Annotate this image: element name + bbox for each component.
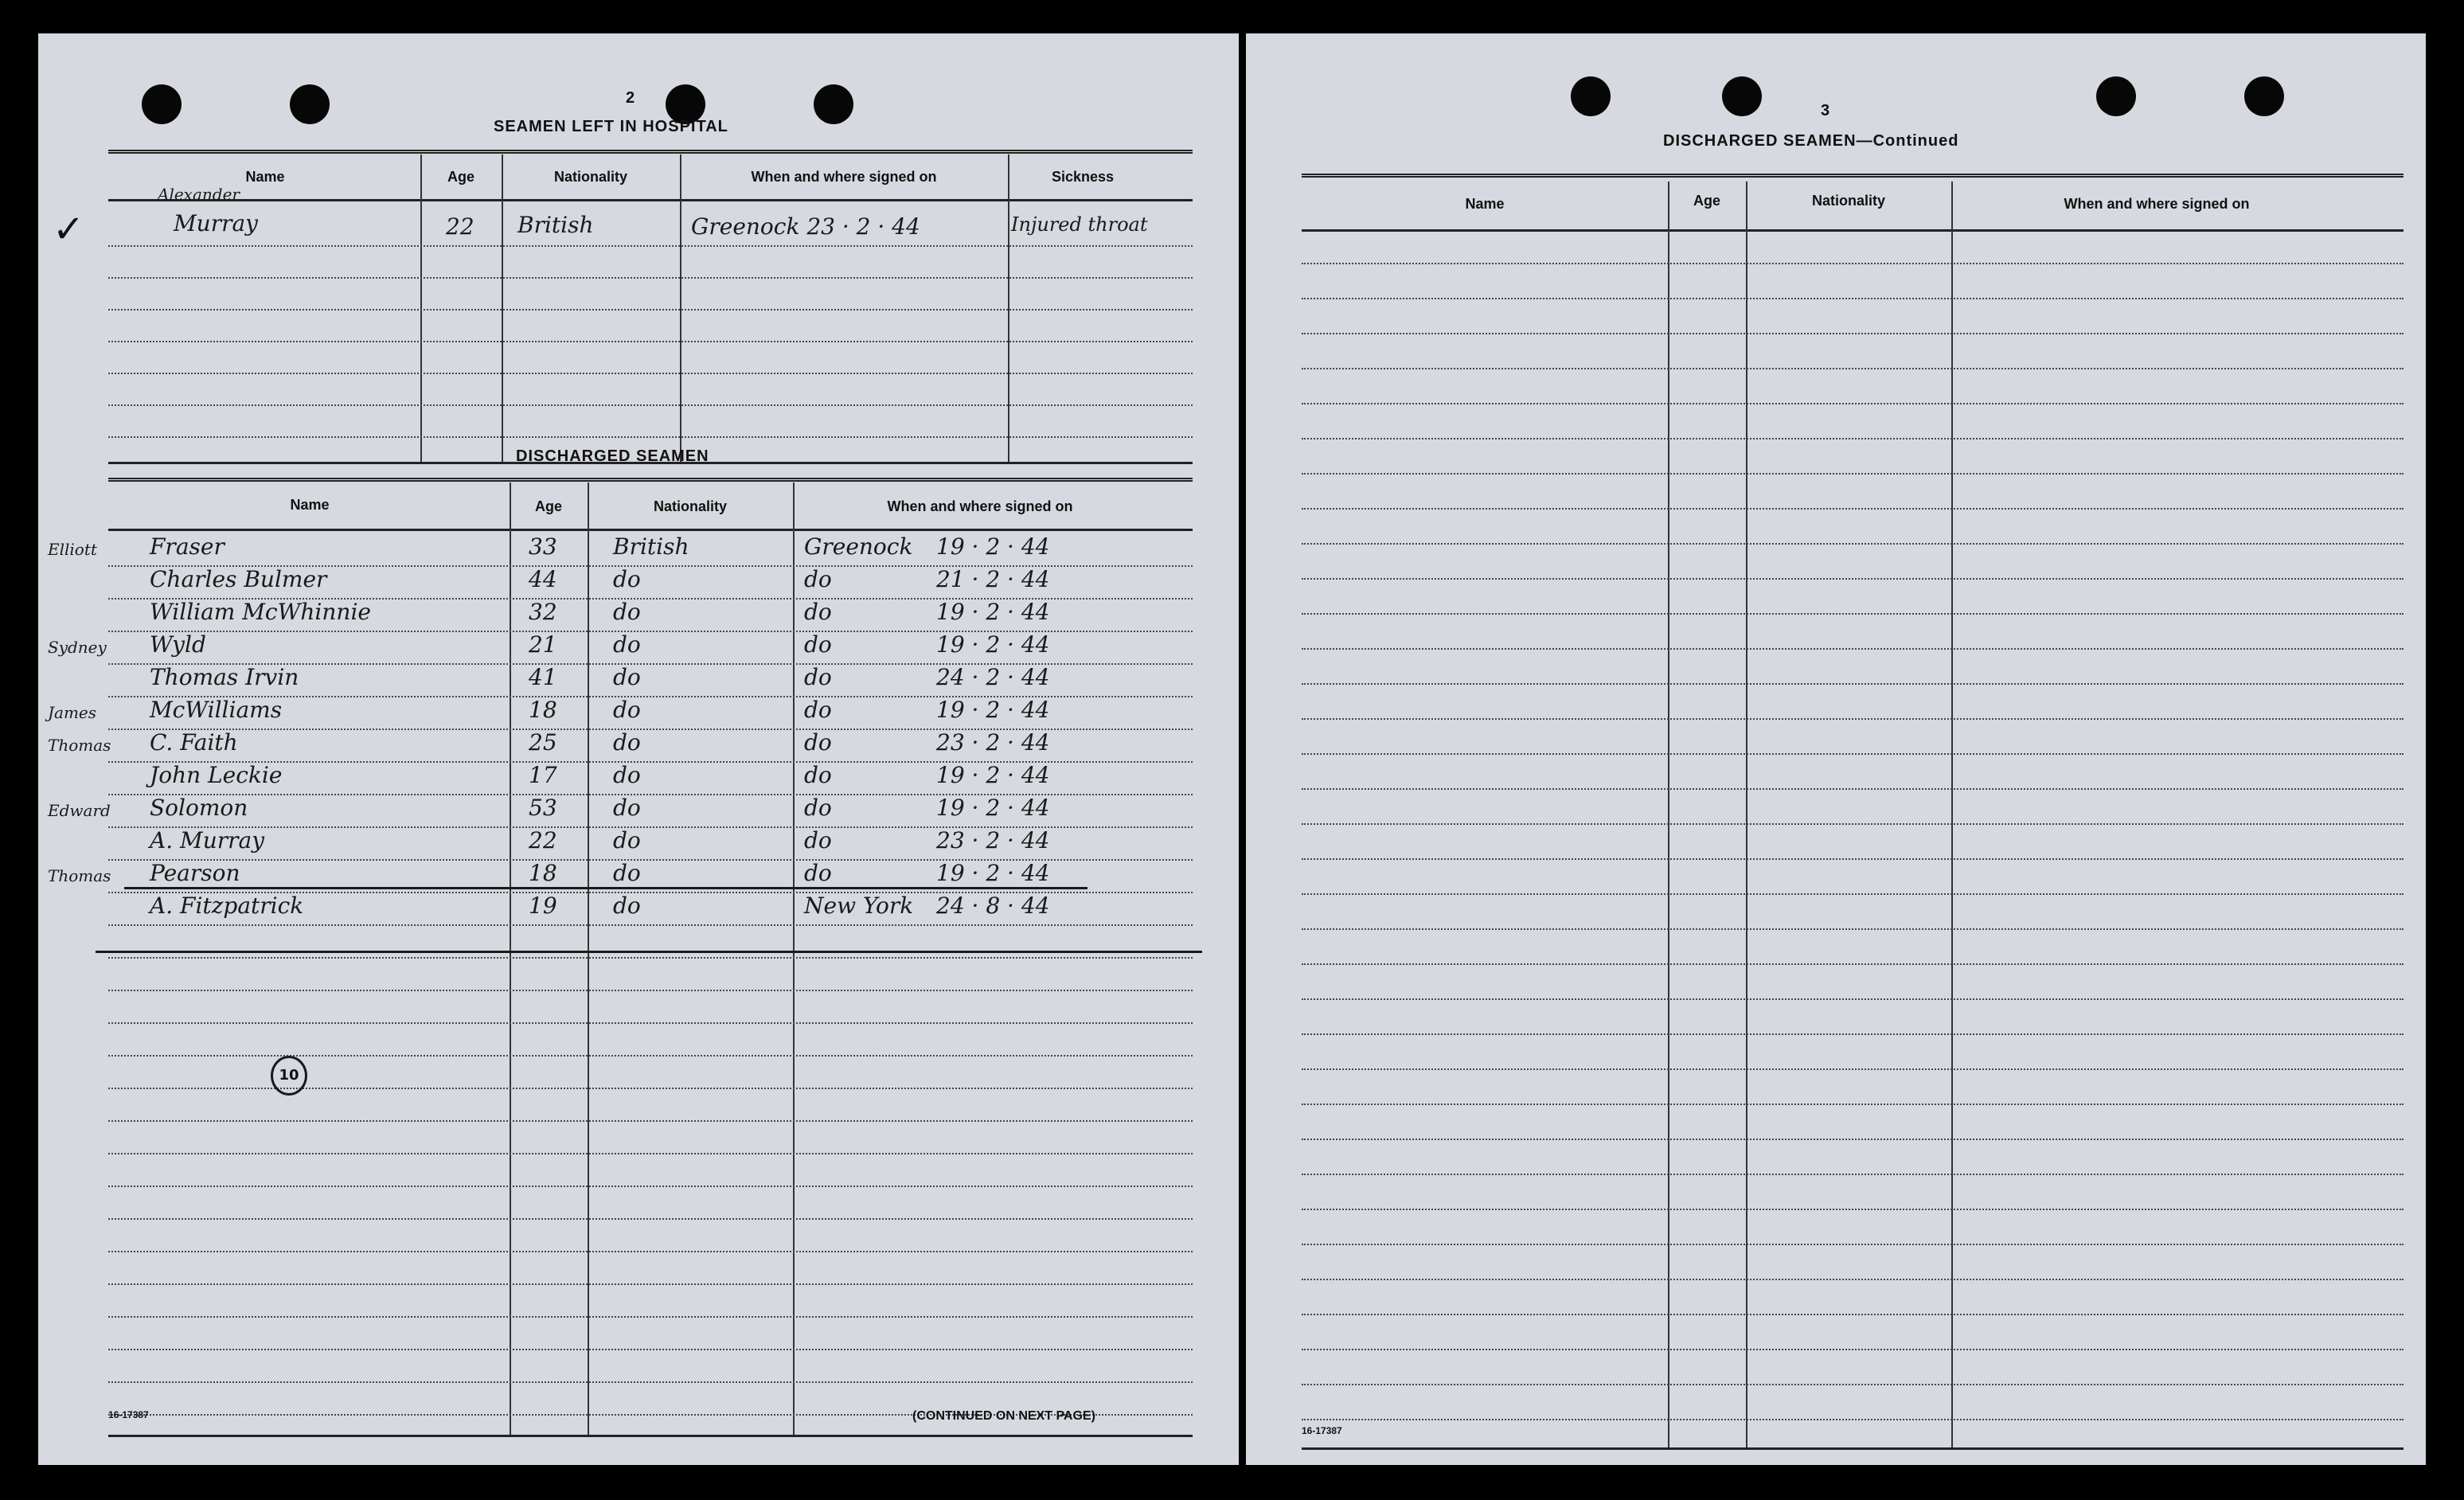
- row-line: [108, 1055, 1193, 1057]
- row-line: [1302, 298, 2403, 299]
- row-line: [1302, 683, 2403, 685]
- row-age: 18: [529, 697, 557, 723]
- row-line: [1302, 823, 2403, 825]
- row-line: [1302, 1174, 2403, 1175]
- row-date: 24 · 2 · 44: [936, 664, 1050, 690]
- row-place: do: [804, 697, 832, 723]
- col-header-nationality: Nationality: [1811, 193, 1885, 209]
- left-page: [38, 33, 1239, 1465]
- row-given-name: Elliott: [48, 540, 97, 559]
- row-age: 17: [529, 762, 557, 788]
- punch-hole: [2096, 76, 2136, 116]
- hospital-section-title: SEAMEN LEFT IN HOSPITAL: [494, 118, 728, 135]
- row-line: [1302, 1244, 2403, 1245]
- row-line: [1302, 1033, 2403, 1035]
- row-line: [1302, 1419, 2403, 1420]
- row-nationality: do: [613, 631, 641, 658]
- row-line: [1302, 613, 2403, 615]
- col-header-name: Name: [1465, 196, 1505, 212]
- row-line: [1302, 333, 2403, 334]
- row-date: 24 · 8 · 44: [936, 893, 1050, 919]
- row-name: Thomas Irvin: [150, 664, 299, 690]
- row-given-name: Thomas: [48, 736, 111, 755]
- row-line: [108, 1283, 1193, 1285]
- col-header-name: Name: [290, 497, 330, 513]
- row-line: [108, 1349, 1193, 1350]
- row-line: [1302, 1349, 2403, 1350]
- row-age: 22: [529, 827, 557, 854]
- punch-hole: [290, 84, 330, 124]
- row-line: [108, 309, 1193, 311]
- continued-note: (CONTINUED ON NEXT PAGE): [912, 1409, 1095, 1423]
- row-place: do: [804, 631, 832, 658]
- row-age: 21: [529, 631, 557, 658]
- col-header-name: Name: [245, 169, 285, 185]
- col-divider: [510, 482, 511, 1435]
- row-age: 33: [529, 533, 557, 560]
- row-line: [1302, 508, 2403, 510]
- row-line: [1302, 368, 2403, 369]
- row-date: 23 · 2 · 44: [936, 827, 1050, 854]
- discharged-section-title: DISCHARGED SEAMEN: [516, 447, 709, 465]
- row-date: 21 · 2 · 44: [936, 566, 1050, 592]
- row-name: C. Faith: [150, 729, 238, 756]
- col-divider: [1668, 182, 1669, 1447]
- col-header-signed-on: When and where signed on: [887, 498, 1073, 514]
- row-place: do: [804, 566, 832, 592]
- row-place: do: [804, 599, 832, 625]
- checkmark-icon: ✓: [53, 207, 85, 252]
- col-header-nationality: Nationality: [653, 498, 727, 514]
- row-line: [108, 1022, 1193, 1024]
- row-nationality: do: [613, 860, 641, 886]
- page-number: 2: [626, 89, 635, 107]
- form-number: 16-17387: [108, 1409, 149, 1420]
- row-line: [108, 1186, 1193, 1187]
- row-line: [1302, 1209, 2403, 1210]
- row-nationality: do: [613, 795, 641, 821]
- row-line: [1302, 928, 2403, 930]
- row-line: [1302, 1384, 2403, 1385]
- table-bottom-rule: [108, 1435, 1193, 1437]
- hospital-signed-on: Greenock 23 · 2 · 44: [691, 213, 920, 240]
- row-line: [1302, 1279, 2403, 1280]
- row-nationality: British: [613, 533, 689, 560]
- col-header-age: Age: [534, 498, 562, 514]
- row-line: [1302, 788, 2403, 790]
- row-line: [1302, 718, 2403, 720]
- row-line: [1302, 543, 2403, 545]
- row-line: [108, 1251, 1193, 1252]
- row-line: [1302, 858, 2403, 860]
- row-place: do: [804, 795, 832, 821]
- row-age: 41: [529, 664, 557, 690]
- row-line: [108, 1153, 1193, 1154]
- hospital-given-name: Alexander: [158, 185, 240, 204]
- hospital-sickness: Injured throat: [1011, 213, 1148, 236]
- row-date: 19 · 2 · 44: [936, 762, 1050, 788]
- punch-hole: [1722, 76, 1762, 116]
- punch-hole: [1571, 76, 1611, 116]
- col-header-signed-on: When and where signed on: [2064, 196, 2250, 212]
- circled-number: 10: [271, 1056, 307, 1096]
- row-nationality: do: [613, 664, 641, 690]
- col-header-signed-on: When and where signed on: [751, 169, 937, 185]
- col-divider: [588, 482, 589, 1435]
- table-top-rule: [1302, 174, 2403, 178]
- row-nationality: do: [613, 893, 641, 919]
- row-line: [108, 245, 1193, 247]
- row-name: Wyld: [150, 631, 206, 658]
- col-divider: [793, 482, 795, 1435]
- row-name: William McWhinnie: [150, 599, 371, 625]
- form-number: 16-17387: [1302, 1425, 1342, 1436]
- row-name: A. Murray: [150, 827, 265, 854]
- row-given-name: Thomas: [48, 866, 111, 885]
- table-top-rule: [108, 150, 1193, 154]
- row-place: do: [804, 729, 832, 756]
- table-bottom-rule: [1302, 1447, 2403, 1450]
- header-rule: [1302, 229, 2403, 232]
- punch-hole: [142, 84, 182, 124]
- row-line: [108, 373, 1193, 374]
- row-line: [108, 1316, 1193, 1318]
- row-line: [108, 990, 1193, 991]
- row-date: 19 · 2 · 44: [936, 631, 1050, 658]
- row-name: Charles Bulmer: [150, 566, 327, 592]
- hospital-surname: Murray: [174, 210, 258, 236]
- row-age: 44: [529, 566, 557, 592]
- row-date: 19 · 2 · 44: [936, 795, 1050, 821]
- row-age: 18: [529, 860, 557, 886]
- row-place: do: [804, 664, 832, 690]
- row-name: Fraser: [150, 533, 225, 560]
- row-nationality: do: [613, 827, 641, 854]
- row-line: [1302, 263, 2403, 264]
- row-place: Greenock: [804, 533, 913, 560]
- row-line: [1302, 1314, 2403, 1315]
- row-date: 23 · 2 · 44: [936, 729, 1050, 756]
- row-line: [1302, 998, 2403, 1000]
- row-name: John Leckie: [150, 762, 283, 788]
- row-line: [108, 1218, 1193, 1220]
- row-line: [1302, 438, 2403, 439]
- row-age: 53: [529, 795, 557, 821]
- hospital-age: 22: [446, 213, 474, 240]
- row-line: [108, 341, 1193, 342]
- row-line: [1302, 1139, 2403, 1140]
- row-nationality: do: [613, 697, 641, 723]
- row-place: do: [804, 827, 832, 854]
- row-name: A. Fitzpatrick: [150, 893, 304, 919]
- row-line: [1302, 473, 2403, 475]
- row-line: [1302, 893, 2403, 895]
- row-line: [108, 924, 1193, 926]
- row-given-name: Edward: [48, 801, 111, 820]
- row-line: [1302, 578, 2403, 580]
- row-place: do: [804, 860, 832, 886]
- row-line: [1302, 753, 2403, 755]
- row-line: [108, 1381, 1193, 1383]
- row-line: [108, 436, 1193, 438]
- row-place: do: [804, 762, 832, 788]
- row-nationality: do: [613, 566, 641, 592]
- col-divider: [1951, 182, 1953, 1447]
- row-nationality: do: [613, 599, 641, 625]
- col-header-sickness: Sickness: [1051, 169, 1115, 185]
- col-header-age: Age: [1693, 193, 1720, 209]
- row-line: [108, 957, 1193, 959]
- header-rule: [108, 199, 1193, 201]
- row-name: McWilliams: [150, 697, 283, 723]
- row-line: [108, 277, 1193, 279]
- col-header-nationality: Nationality: [553, 169, 627, 185]
- row-nationality: do: [613, 762, 641, 788]
- page-number: 3: [1821, 102, 1830, 119]
- row-line: [1302, 648, 2403, 650]
- punch-hole: [2244, 76, 2284, 116]
- row-date: 19 · 2 · 44: [936, 599, 1050, 625]
- row-given-name: Sydney: [48, 638, 107, 657]
- strikethrough-line: [124, 887, 1088, 889]
- row-line: [108, 1120, 1193, 1122]
- punch-hole: [814, 84, 853, 124]
- row-date: 19 · 2 · 44: [936, 860, 1050, 886]
- row-date: 19 · 2 · 44: [936, 533, 1050, 560]
- hospital-nationality: British: [517, 212, 594, 238]
- row-name: Pearson: [150, 860, 240, 886]
- row-line: [1302, 963, 2403, 965]
- strikethrough-line: [96, 951, 1202, 953]
- row-line: [108, 1088, 1193, 1089]
- col-header-age: Age: [447, 169, 474, 185]
- right-page: [1246, 33, 2426, 1465]
- row-age: 25: [529, 729, 557, 756]
- row-line: [108, 404, 1193, 406]
- col-divider: [1746, 182, 1747, 1447]
- header-rule: [108, 529, 1193, 531]
- row-line: [1302, 1068, 2403, 1070]
- row-age: 19: [529, 893, 557, 919]
- row-date: 19 · 2 · 44: [936, 697, 1050, 723]
- row-nationality: do: [613, 729, 641, 756]
- row-place: New York: [804, 893, 914, 919]
- row-line: [1302, 403, 2403, 404]
- table-top-rule: [108, 478, 1193, 482]
- row-age: 32: [529, 599, 557, 625]
- row-line: [1302, 1104, 2403, 1105]
- row-name: Solomon: [150, 795, 248, 821]
- section-title: DISCHARGED SEAMEN—Continued: [1663, 132, 1959, 150]
- row-given-name: James: [48, 703, 97, 722]
